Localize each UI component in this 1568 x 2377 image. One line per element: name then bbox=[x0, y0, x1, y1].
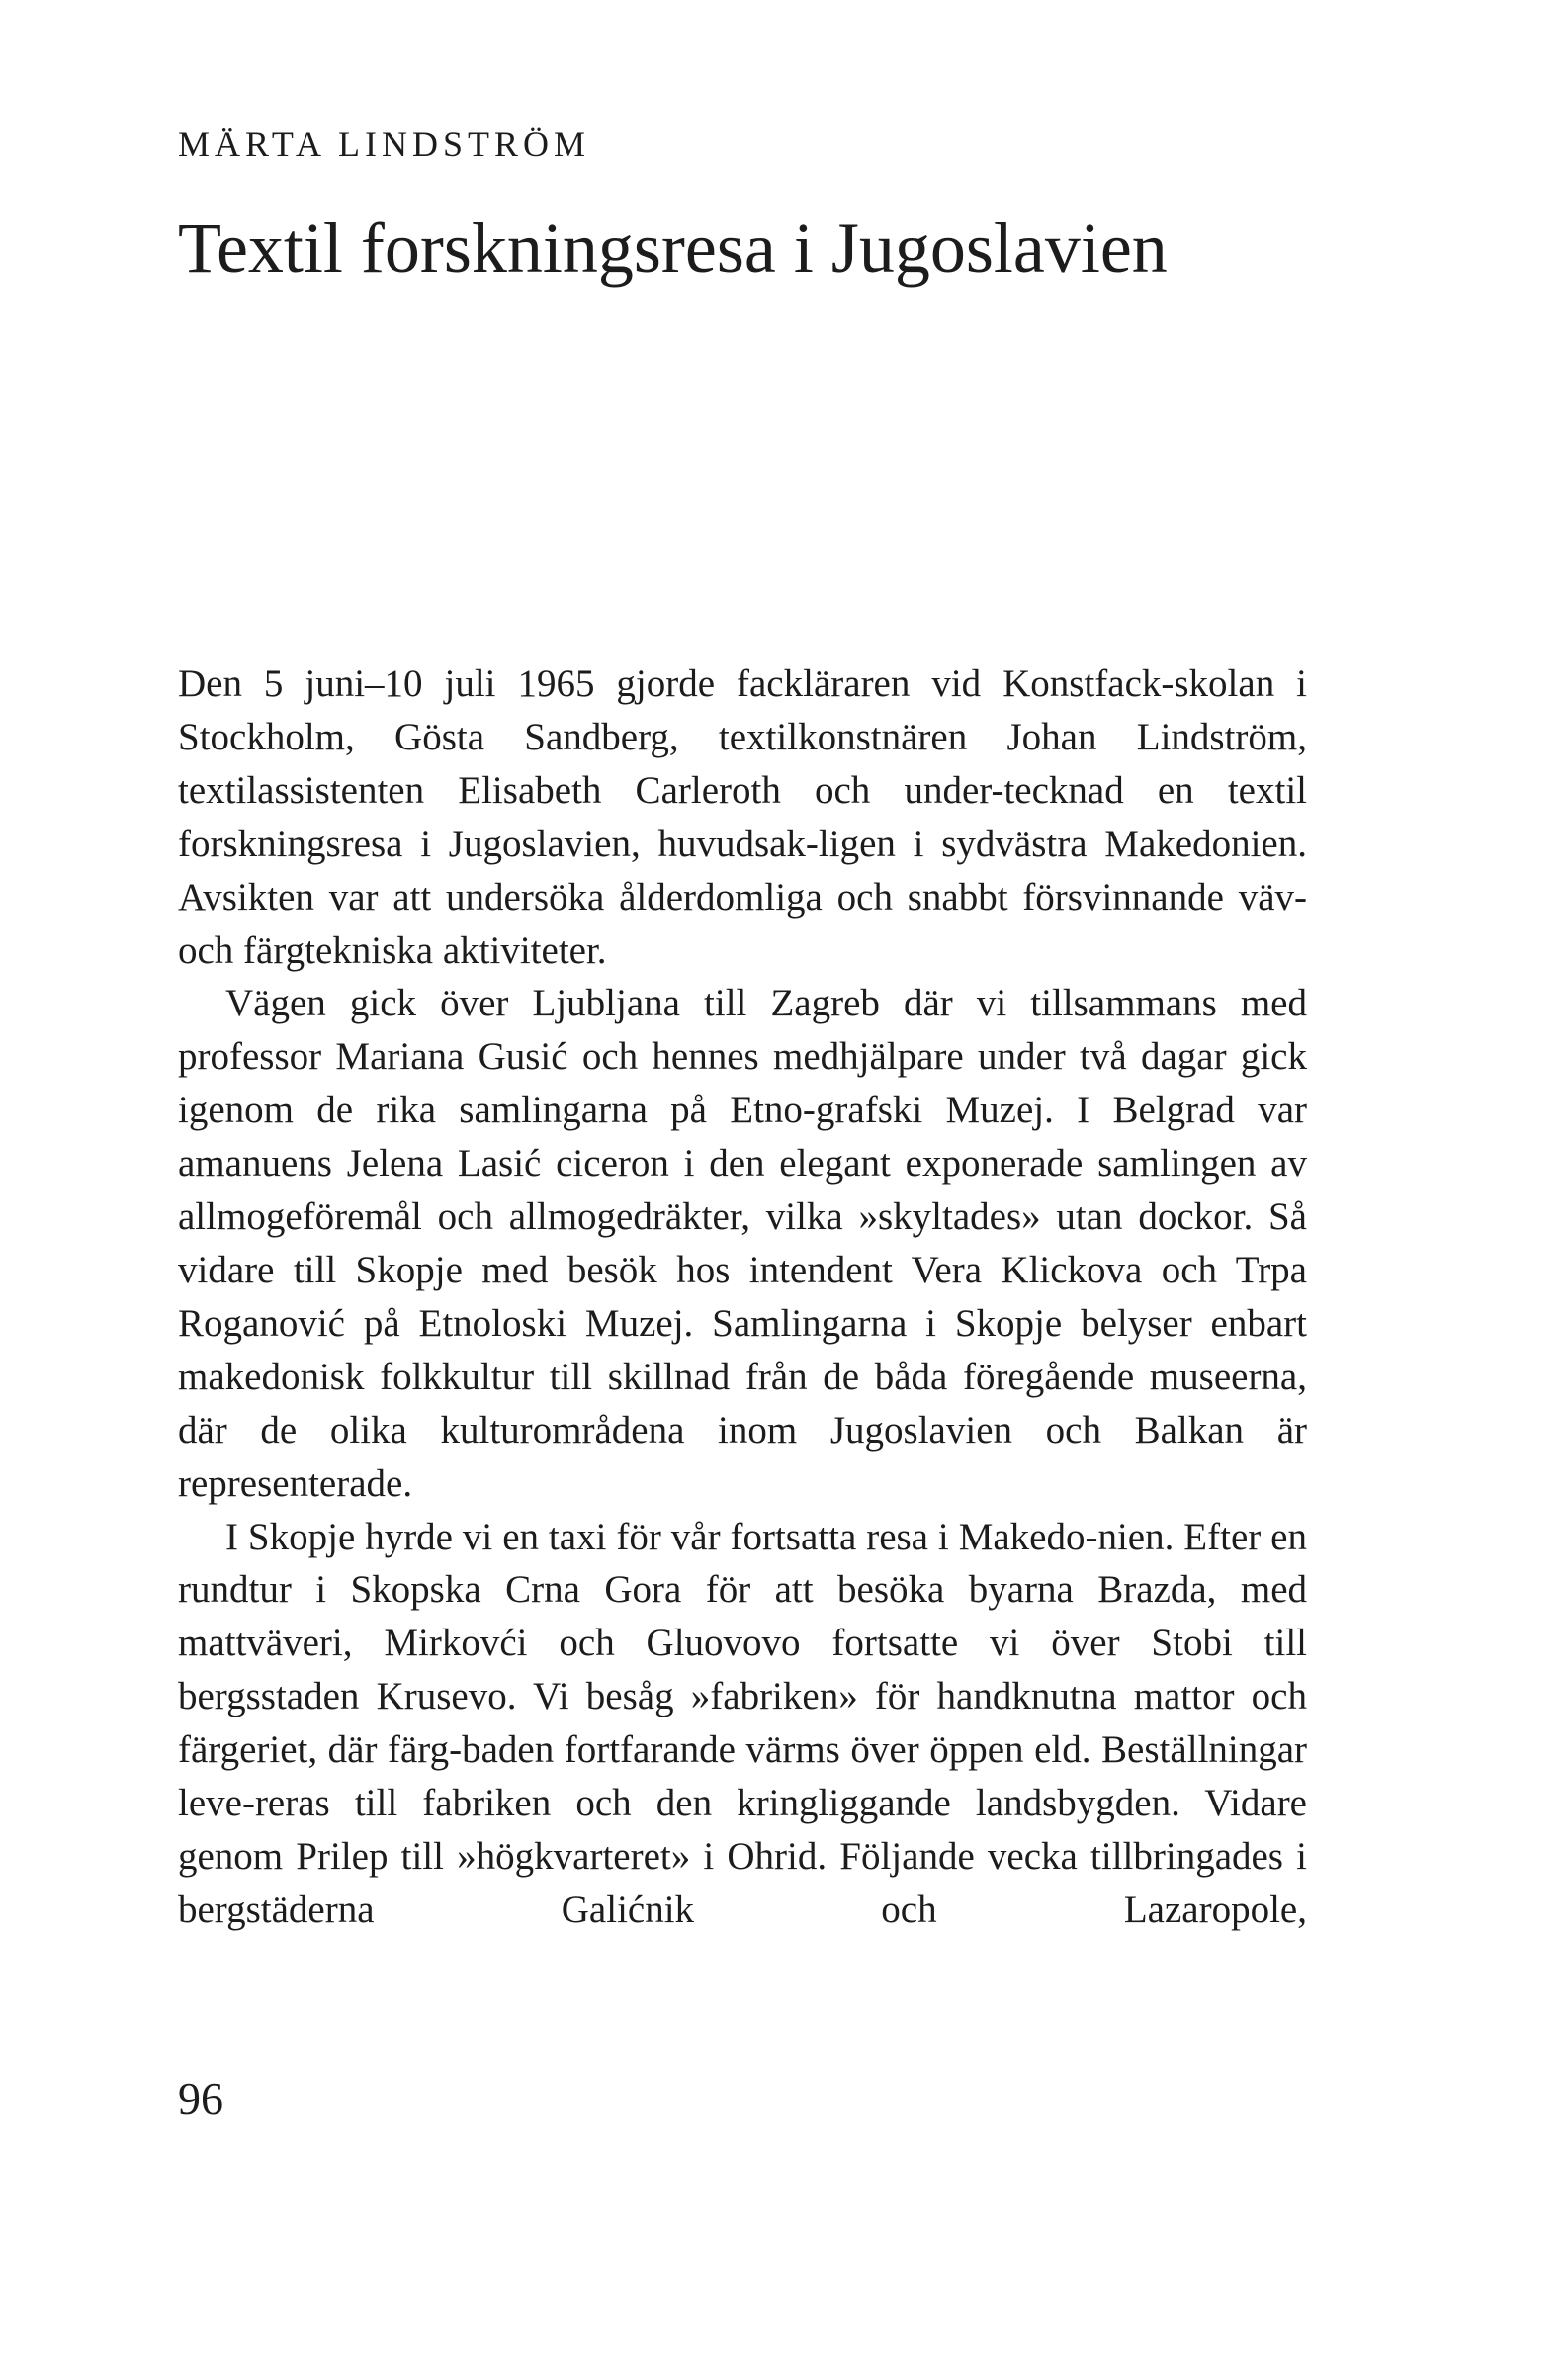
article-body bbox=[178, 658, 1307, 1937]
paragraph-3: I Skopje hyrde vi en taxi för vår fortsatta resa i Makedo-nien. Efter en rundtur i Skopska Crna Gora för att besöka byarna Brazda, med mattväveri, Mirkovći och Gluovovo fortsatte vi över Stobi till bergsstaden Krusevo. Vi besåg »fabriken» för handknutna mattor och färgeriet, där färg-baden fortfarande värms över öppen eld. Beställningar leve-reras till fabriken och den kringliggande landsbygden. Vidare genom Prilep till »högkvarteret» i Ohrid. Följande vecka tillbringades i bergstäderna Galićnik och Lazaropole, bbox=[178, 1515, 1307, 1931]
paragraph-2: Vägen gick över Ljubljana till Zagreb där vi tillsammans med professor Mariana Gusić och hennes medhjälpare under två dagar gick igenom de rika samlingarna på Etno-grafski Muzej. I Belgrad var amanuens Jelena Lasić ciceron i den elegant exponerade samlingen av allmogeföremål och allmogedräkter, vilka »skyltades» utan dockor. Så vidare till Skopje med besök hos intendent Vera Klickova och Trpa Roganović på Etnoloski Muzej. Samlingarna i Skopje belyser enbart makedonisk folkkultur till skillnad från de båda föregående museerna, där de olika kulturområdena inom Jugoslavien och Balkan är representerade. bbox=[178, 982, 1307, 1505]
article-title: Textil forskningsresa i Jugoslavien bbox=[178, 209, 1168, 288]
author-name: MÄRTA LINDSTRÖM bbox=[178, 125, 590, 164]
paragraph-1: Den 5 juni–10 juli 1965 gjorde fackläraren vid Konstfack-skolan i Stockholm, Gösta Sandberg, textilkonstnären Johan Lindström, textilassistenten Elisabeth Carleroth och under-tecknad en textil forskningsresa i Jugoslavien, huvudsak-ligen i sydvästra Makedonien. Avsikten var att undersöka ålderdomliga och snabbt försvinnande väv- och färgtekniska aktiviteter. bbox=[178, 662, 1307, 972]
page-number: 96 bbox=[178, 2073, 223, 2124]
